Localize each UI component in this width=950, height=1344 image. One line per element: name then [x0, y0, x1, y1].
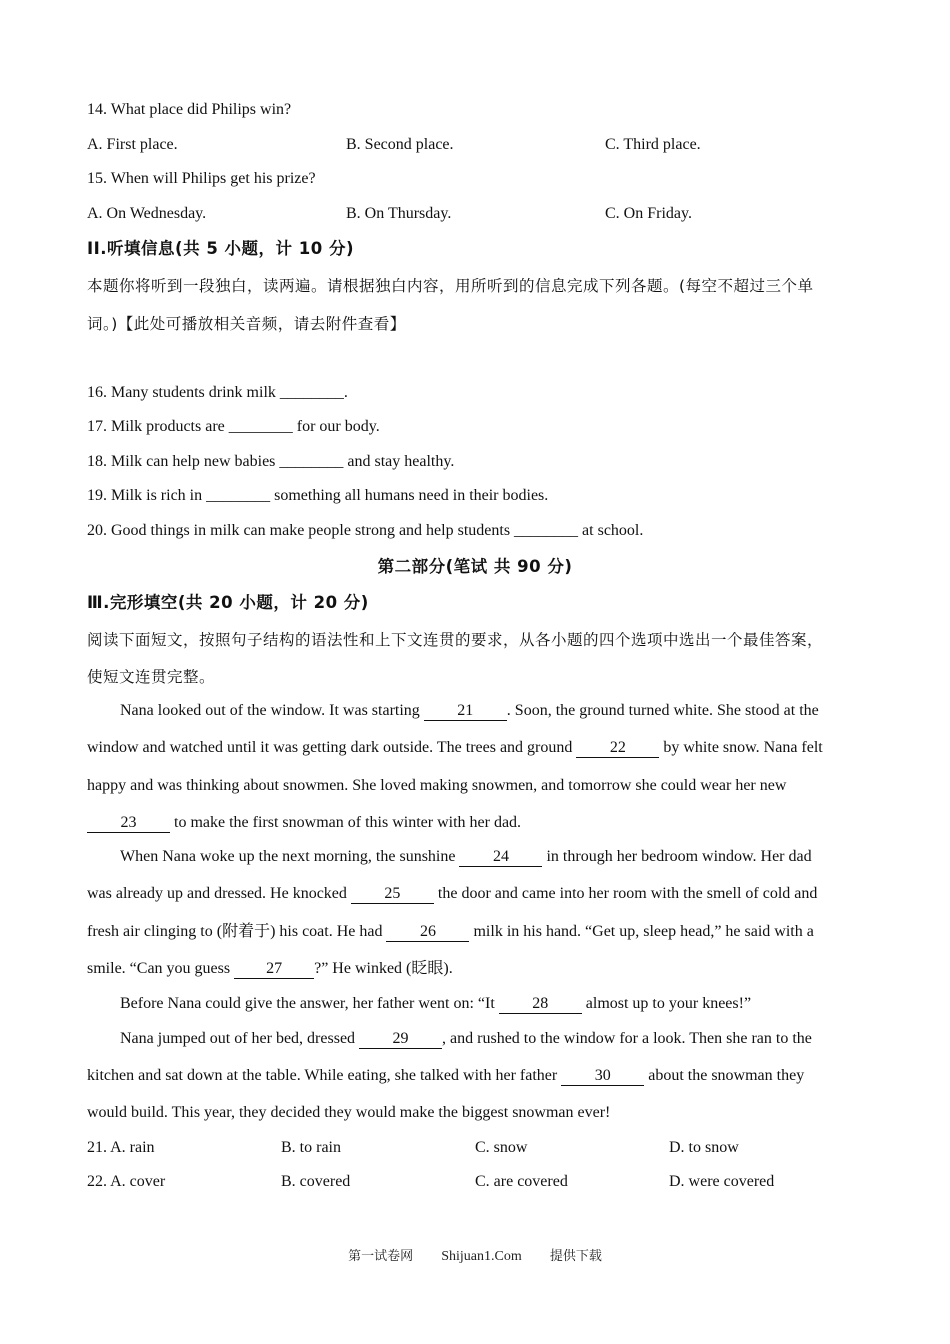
passage-text: was already up and dressed. He knocked — [87, 885, 351, 902]
passage-text: . Soon, the ground turned white. She stood at the — [506, 702, 819, 719]
passage-text: the door and came into her room with the smell of cold and — [433, 885, 818, 902]
section-2-instruction-2: 词。)【此处可播放相关音频，请去附件查看】 — [87, 315, 406, 333]
passage-text: kitchen and sat down at the table. While eating, she talked with her father — [87, 1067, 562, 1084]
page-footer — [0, 1245, 950, 1265]
section-3-title: Ⅲ.完形填空(共 20 小题，计 20 分) — [87, 593, 369, 612]
option-a: A. On Wednesday. — [87, 205, 207, 222]
passage-line — [87, 809, 521, 837]
section-3-instruction-2: 使短文连贯完整。 — [87, 668, 216, 686]
passage-text: almost up to your knees!” — [581, 995, 752, 1012]
section-2-instruction-1: 本题你将听到一段独白，读两遍。请根据独白内容，用所听到的信息完成下列各题。(每空不超过三个单 — [87, 277, 814, 295]
question-15: 15. When will Philips get his prize? — [87, 170, 316, 187]
passage-text: smile. “Can you guess — [87, 960, 235, 977]
passage-text: Before Nana could give the answer, her father went on: “It — [120, 995, 499, 1012]
passage-text: about the snowman they — [644, 1067, 805, 1084]
option-d: D. were covered — [669, 1173, 775, 1190]
passage-line: happy and was thinking about snowmen. She loved making snowmen, and tomorrow she could wear her new — [87, 777, 787, 794]
blank-21: 21 — [424, 702, 507, 721]
option-c: C. are covered — [475, 1173, 568, 1190]
passage-text: in through her bedroom window. Her dad — [542, 848, 812, 865]
passage-text: ?” He winked (眨眼). — [314, 960, 453, 977]
option-b: B. to rain — [281, 1139, 341, 1156]
passage-text: window and watched until it was getting dark outside. The trees and ground — [87, 739, 577, 756]
passage-line — [120, 990, 751, 1018]
option-c: C. Third place. — [605, 136, 701, 153]
blank-28: 28 — [499, 995, 582, 1014]
option-c: C. On Friday. — [605, 205, 692, 222]
option-b: B. On Thursday. — [346, 205, 452, 222]
blank-25: 25 — [351, 885, 434, 904]
blank-22: 22 — [576, 739, 659, 758]
passage-text: Nana jumped out of her bed, dressed — [120, 1030, 360, 1047]
passage-line: would build. This year, they decided they would make the biggest snowman ever! — [87, 1104, 611, 1121]
blank-27: 27 — [234, 960, 314, 979]
question-17: 17. Milk products are ________ for our body. — [87, 418, 380, 435]
passage-line — [87, 1062, 804, 1090]
option-a: A. First place. — [87, 136, 178, 153]
passage-text: , and rushed to the window for a look. Then she ran to the — [442, 1030, 812, 1047]
footer-site-url: Shijuan1.Com — [441, 1249, 522, 1264]
question-19: 19. Milk is rich in ________ something all humans need in their bodies. — [87, 487, 549, 504]
blank-23: 23 — [87, 814, 170, 833]
footer-download-note: 提供下载 — [549, 1249, 602, 1264]
blank-26: 26 — [386, 923, 469, 942]
passage-line — [87, 880, 817, 908]
passage-line — [87, 918, 814, 946]
passage-line — [120, 843, 812, 871]
footer-site-name: 第一试卷网 — [348, 1249, 414, 1264]
passage-text: fresh air clinging to (附着于) his coat. He had — [87, 923, 387, 940]
question-20: 20. Good things in milk can make people strong and help students ________ at school. — [87, 522, 644, 539]
option-b: B. covered — [281, 1173, 351, 1190]
passage-text: When Nana woke up the next morning, the sunshine — [120, 848, 460, 865]
passage-text: to make the first snowman of this winter with her dad. — [170, 814, 522, 831]
passage-text: milk in his hand. “Get up, sleep head,” he said with a — [469, 923, 814, 940]
passage-text: Nana looked out of the window. It was starting — [120, 702, 424, 719]
question-16: 16. Many students drink milk ________. — [87, 384, 348, 401]
section-2-title: II.听填信息(共 5 小题，计 10 分) — [87, 239, 355, 258]
question-14: 14. What place did Philips win? — [87, 101, 292, 118]
blank-24: 24 — [459, 848, 542, 867]
option-c: C. snow — [475, 1139, 528, 1156]
blank-30: 30 — [561, 1067, 644, 1086]
passage-line — [120, 1025, 812, 1053]
option-b: B. Second place. — [346, 136, 454, 153]
option-a: 21. A. rain — [87, 1139, 155, 1156]
passage-line — [120, 697, 819, 725]
option-a: 22. A. cover — [87, 1173, 166, 1190]
passage-text: by white snow. Nana felt — [659, 739, 823, 756]
section-3-instruction-1: 阅读下面短文，按照句子结构的语法性和上下文连贯的要求，从各小题的四个选项中选出一个最佳答案， — [87, 631, 824, 649]
part-2-title: 第二部分(笔试 共 90 分) — [377, 557, 573, 576]
option-d: D. to snow — [669, 1139, 739, 1156]
question-18: 18. Milk can help new babies ________ and stay healthy. — [87, 453, 455, 470]
passage-line — [87, 955, 453, 983]
blank-29: 29 — [359, 1030, 442, 1049]
passage-line — [87, 734, 823, 762]
